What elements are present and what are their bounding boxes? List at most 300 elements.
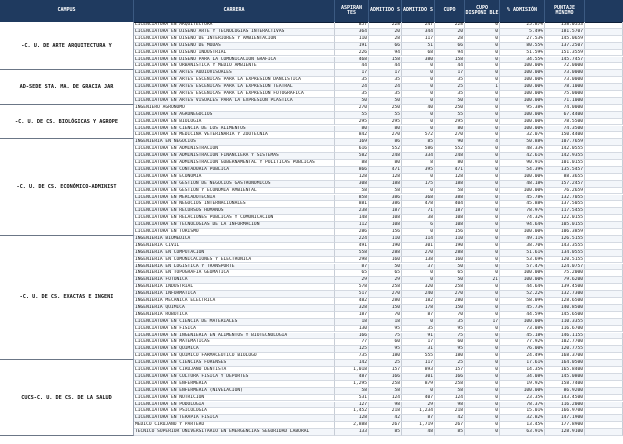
extra-cell: [585, 408, 623, 415]
cupo-cell: 66: [435, 43, 465, 50]
admitidos-2-cell: 0: [402, 77, 435, 84]
admitidos-cell: 66: [369, 43, 402, 50]
cupo-cell: 288: [435, 250, 465, 257]
carrera-cell: LICENCIATURA EN PSICOLOGÍA: [134, 408, 335, 415]
pct-admision-cell: 100.00%: [500, 319, 545, 326]
cupo-cell: 70: [435, 312, 465, 319]
admitidos-2-cell: 0: [402, 119, 435, 126]
admitidos-2-cell: 270: [402, 250, 435, 257]
aspirantes-cell: 328: [335, 305, 369, 312]
admitidos-2-cell: 0: [402, 98, 435, 105]
cupo-disponible-cell: 0: [465, 63, 500, 70]
aspirantes-cell: 88: [335, 160, 369, 167]
pct-admision-cell: 100.00%: [500, 63, 545, 70]
cupo-cell: 248: [435, 153, 465, 160]
cupo-cell: 258: [435, 284, 465, 291]
admitidos-2-cell: 0: [402, 126, 435, 133]
admitidos-2-cell: 0: [402, 84, 435, 91]
cupo-cell: 95: [435, 346, 465, 353]
cupo-disponible-cell: 0: [465, 208, 500, 215]
cupo-cell: 75: [435, 333, 465, 340]
pct-admision-cell: 5.49%: [500, 29, 545, 36]
cupo-cell: 108: [435, 215, 465, 222]
carrera-cell: LICENCIATURA EN ADMINISTRACIÓN GUBERNAMENTAL Y POLÍTICAS PÚBLICAS: [134, 160, 335, 167]
cupo-cell: 28: [435, 36, 465, 43]
admitidos-2-cell: 301: [402, 374, 435, 381]
cupo-disponible-cell: 0: [465, 22, 500, 29]
admitidos-2-cell: 114: [402, 236, 435, 243]
admitidos-cell: 42: [369, 415, 402, 422]
extra-cell: [585, 381, 623, 388]
cupo-disponible-cell: 0: [465, 181, 500, 188]
admitidos-cell: 270: [369, 132, 402, 139]
puntaje-cell: 143.3555: [545, 243, 585, 250]
aspirantes-cell: 130: [335, 326, 369, 333]
pct-admision-cell: 45.73%: [500, 305, 545, 312]
cupo-disponible-cell: 0: [465, 119, 500, 126]
admitidos-2-cell: 0: [402, 188, 435, 195]
aspirantes-cell: 2,888: [335, 422, 369, 429]
extra-cell: [585, 319, 623, 326]
cupo-disponible-cell: 1: [465, 84, 500, 91]
carrera-cell: LICENCIATURA EN ARTES ESCÉNICAS PARA LA EXPRESIÓN DANCÍSTICA: [134, 77, 335, 84]
extra-cell: [585, 43, 623, 50]
admitidos-2-cell: 51: [402, 43, 435, 50]
puntaje-cell: 158.0553: [545, 22, 585, 29]
admitidos-2-cell: 334: [402, 153, 435, 160]
aspirantes-cell: 187: [335, 312, 369, 319]
admitidos-2-cell: 48: [402, 429, 435, 436]
cupo-disponible-cell: 0: [465, 353, 500, 360]
aspirantes-cell: 226: [335, 50, 369, 57]
admitidos-2-cell: 175: [402, 181, 435, 188]
admitidos-cell: 28: [369, 36, 402, 43]
pct-admision-cell: 100.00%: [500, 277, 545, 284]
cupo-cell: 60: [435, 339, 465, 346]
admitidos-cell: 35: [369, 77, 402, 84]
header-campus: CAMPUS: [0, 0, 134, 22]
cupo-cell: 80: [435, 160, 465, 167]
header-carrera: CARRERA: [134, 0, 335, 22]
aspirantes-cell: 125: [335, 346, 369, 353]
cupo-disponible-cell: 0: [465, 326, 500, 333]
aspirantes-cell: 531: [335, 395, 369, 402]
extra-cell: [585, 98, 623, 105]
extra-cell: [585, 264, 623, 271]
carrera-cell: LICENCIATURA EN ENFERMERÍA: [134, 381, 335, 388]
aspirantes-cell: 224: [335, 236, 369, 243]
carrera-cell: LICENCIATURA EN GESTIÓN DE NEGOCIOS GASTRONÓMICOS: [134, 181, 335, 188]
extra-cell: [585, 50, 623, 57]
admitidos-2-cell: 0: [402, 63, 435, 70]
puntaje-cell: 76.2659: [545, 188, 585, 195]
cupo-disponible-cell: 0: [465, 333, 500, 340]
aspirantes-cell: 238: [335, 208, 369, 215]
admitidos-cell: 280: [369, 298, 402, 305]
carrera-cell: INGENIERÍA EN TOPOGRAFÍA GEOMÁTICA: [134, 270, 335, 277]
pct-admision-cell: 95.38%: [500, 105, 545, 112]
cupo-cell: 156: [435, 229, 465, 236]
cupo-cell: 50: [435, 264, 465, 271]
aspirantes-cell: 17: [335, 70, 369, 77]
carrera-cell: LICENCIATURA EN DISEÑO PARA LA COMUNICACIÓN GRÁFICA: [134, 57, 335, 64]
admitidos-2-cell: 380: [402, 57, 435, 64]
puntaje-cell: 106.3859: [545, 229, 585, 236]
pct-admision-cell: 32.07%: [500, 132, 545, 139]
admitidos-2-cell: 0: [402, 91, 435, 98]
cupo-cell: 295: [435, 119, 465, 126]
extra-cell: [585, 91, 623, 98]
admitidos-cell: 228: [369, 22, 402, 29]
admitidos-2-cell: 8: [402, 160, 435, 167]
admitidos-cell: 86: [369, 139, 402, 146]
puntaje-cell: 120.7755: [545, 346, 585, 353]
cupo-cell: 160: [435, 257, 465, 264]
admitidos-2-cell: 17: [402, 339, 435, 346]
admitidos-cell: 60: [369, 339, 402, 346]
aspirantes-cell: 735: [335, 353, 369, 360]
aspirantes-cell: 142: [335, 360, 369, 367]
admitidos-2-cell: 586: [402, 146, 435, 153]
admitidos-cell: 75: [369, 333, 402, 340]
puntaje-cell: 151.3559: [545, 50, 585, 57]
cupo-cell: 98: [435, 402, 465, 409]
aspirantes-cell: 77: [335, 339, 369, 346]
header-admitidos: ADMITIDO S: [369, 0, 402, 22]
admitidos-2-cell: 31: [402, 346, 435, 353]
aspirantes-cell: 578: [335, 284, 369, 291]
aspirantes-cell: 87: [335, 264, 369, 271]
cupo-disponible-cell: 0: [465, 422, 500, 429]
puntaje-cell: 147.1900: [545, 415, 585, 422]
puntaje-cell: 145.7457: [545, 57, 585, 64]
pct-admision-cell: 50.88%: [500, 139, 545, 146]
admitidos-cell: 17: [369, 70, 402, 77]
puntaje-cell: 140.8500: [545, 305, 585, 312]
puntaje-cell: 128.9100: [545, 429, 585, 436]
admitidos-cell: 20: [369, 29, 402, 36]
aspirantes-cell: 133: [335, 429, 369, 436]
extra-cell: [585, 70, 623, 77]
puntaje-cell: 132.7300: [545, 291, 585, 298]
carrera-cell: INGENIERÍA CIVIL: [134, 243, 335, 250]
extra-cell: [585, 119, 623, 126]
puntaje-cell: 78.1000: [545, 84, 585, 91]
aspirantes-cell: 50: [335, 98, 369, 105]
cupo-cell: 35: [435, 319, 465, 326]
admitidos-2-cell: 247: [402, 22, 435, 29]
pct-admision-cell: 27.53%: [500, 36, 545, 43]
admitidos-2-cell: 301: [402, 243, 435, 250]
carrera-cell: LICENCIATURA EN CIENCIAS FORENSES: [134, 360, 335, 367]
cupo-cell: 80: [435, 126, 465, 133]
carrera-cell: LICENCIATURA EN CONTADURÍA PÚBLICA: [134, 167, 335, 174]
aspirantes-cell: 110: [335, 36, 369, 43]
admitidos-2-cell: 0: [402, 229, 435, 236]
pct-admision-cell: 51.59%: [500, 50, 545, 57]
header-aspirantes: ASPIRAN TES: [335, 0, 369, 22]
pct-admision-cell: 48.18%: [500, 181, 545, 188]
aspirantes-cell: 364: [335, 29, 369, 36]
cupo-disponible-cell: 0: [465, 160, 500, 167]
aspirantes-cell: 127: [335, 402, 369, 409]
pct-admision-cell: 42.61%: [500, 153, 545, 160]
carrera-cell: LICENCIATURA EN ADMINISTRACIÓN FINANCIERA Y SISTEMAS: [134, 153, 335, 160]
cupo-disponible-cell: 0: [465, 402, 500, 409]
admitidos-2-cell: 0: [402, 174, 435, 181]
aspirantes-cell: 29: [335, 277, 369, 284]
cupo-cell: 50: [435, 98, 465, 105]
puntaje-cell: 168.3700: [545, 353, 585, 360]
admitidos-cell: 80: [369, 126, 402, 133]
carrera-cell: LICENCIATURA EN ARTES VISUALES PARA LA EXPRESIÓN PLÁSTICA: [134, 98, 335, 105]
extra-cell: [585, 402, 623, 409]
extra-cell: [585, 181, 623, 188]
admitidos-cell: 156: [369, 229, 402, 236]
campus-group-cell: -C. U. DE CS. EXACTAS E INGENI: [0, 236, 134, 360]
extra-cell: [585, 174, 623, 181]
admitidos-cell: 29: [369, 277, 402, 284]
admitidos-cell: 160: [369, 257, 402, 264]
admitidos-cell: 471: [369, 167, 402, 174]
extra-cell: [585, 132, 623, 139]
cupo-disponible-cell: 0: [465, 167, 500, 174]
puntaje-cell: 86.9200: [545, 388, 585, 395]
pct-admision-cell: 78.37%: [500, 402, 545, 409]
carrera-cell: MÉDICO CIRUJANO Y PARTERO: [134, 422, 335, 429]
admitidos-cell: 58: [369, 188, 402, 195]
carrera-cell: LICENCIATURA EN ADMINISTRACIÓN: [134, 146, 335, 153]
puntaje-cell: 120.5155: [545, 257, 585, 264]
cupo-disponible-cell: 0: [465, 222, 500, 229]
cupo-cell: 280: [435, 298, 465, 305]
cupo-cell: 552: [435, 146, 465, 153]
admitidos-2-cell: 0: [402, 319, 435, 326]
carrera-cell: LICENCIATURA EN ENFERMERÍA (NIVELACIÓN): [134, 388, 335, 395]
admitidos-cell: 85: [369, 429, 402, 436]
cupo-disponible-cell: 0: [465, 105, 500, 112]
admitidos-2-cell: 71: [402, 208, 435, 215]
pct-admision-cell: 44.59%: [500, 312, 545, 319]
puntaje-cell: 122.0155: [545, 215, 585, 222]
admitidos-cell: 250: [369, 105, 402, 112]
cupo-cell: 94: [435, 50, 465, 57]
admitidos-2-cell: 0: [402, 112, 435, 119]
carrera-cell: LICENCIATURA EN ARTES ESCÉNICAS PARA LA EXPRESIÓN FOTOGRÁFICA: [134, 91, 335, 98]
admitidos-2-cell: 117: [402, 36, 435, 43]
cupo-cell: 42: [435, 415, 465, 422]
aspirantes-cell: 491: [335, 243, 369, 250]
cupo-disponible-cell: 0: [465, 264, 500, 271]
admitidos-2-cell: 182: [402, 298, 435, 305]
carrera-cell: LICENCIATURA EN BIOLOGÍA: [134, 119, 335, 126]
admitidos-cell: 98: [369, 402, 402, 409]
carrera-cell: LICENCIATURA EN ARQUITECTURA: [134, 22, 335, 29]
extra-cell: [585, 57, 623, 64]
carrera-cell: LICENCIATURA EN URBANÍSTICA Y MEDIO AMBIENTE: [134, 63, 335, 70]
extra-cell: [585, 257, 623, 264]
admitidos-2-cell: 555: [402, 353, 435, 360]
extra-cell: [585, 277, 623, 284]
cupo-disponible-cell: 0: [465, 298, 500, 305]
admitidos-cell: 248: [369, 153, 402, 160]
admitidos-2-cell: 407: [402, 395, 435, 402]
pct-admision-cell: 63.91%: [500, 429, 545, 436]
admitidos-cell: 70: [369, 312, 402, 319]
extra-cell: [585, 353, 623, 360]
pct-admision-cell: 49.11%: [500, 236, 545, 243]
cupo-disponible-cell: 0: [465, 146, 500, 153]
aspirantes-cell: 857: [335, 22, 369, 29]
pct-admision-cell: 74.32%: [500, 215, 545, 222]
carrera-cell: INGENIERÍA EN NEGOCIOS: [134, 139, 335, 146]
cupo-cell: 95: [435, 326, 465, 333]
extra-cell: [585, 367, 623, 374]
aspirantes-cell: 44: [335, 63, 369, 70]
cupo-cell: 270: [435, 291, 465, 298]
carrera-cell: LICENCIATURA EN RECURSOS HUMANOS: [134, 208, 335, 215]
admitidos-cell: 190: [369, 243, 402, 250]
cupo-cell: 35: [435, 77, 465, 84]
admitidos-2-cell: 38: [402, 215, 435, 222]
aspirantes-cell: 80: [335, 126, 369, 133]
cupo-cell: 110: [435, 236, 465, 243]
pct-admision-cell: 100.00%: [500, 174, 545, 181]
puntaje-cell: 142.0555: [545, 146, 585, 153]
carrera-cell: LICENCIATURA EN DISEÑO INDUSTRIAL: [134, 50, 335, 57]
extra-cell: [585, 63, 623, 70]
extra-cell: [585, 215, 623, 222]
puntaje-cell: 73.0000: [545, 77, 585, 84]
cupo-disponible-cell: 0: [465, 408, 500, 415]
puntaje-cell: 145.6500: [545, 312, 585, 319]
pct-admision-cell: 51.61%: [500, 250, 545, 257]
carrera-cell: LICENCIATURA EN ECONOMÍA: [134, 174, 335, 181]
puntaje-cell: 75.2000: [545, 270, 585, 277]
aspirantes-cell: 881: [335, 201, 369, 208]
admitidos-2-cell: 68: [402, 50, 435, 57]
aspirantes-cell: 558: [335, 250, 369, 257]
cupo-disponible-cell: 0: [465, 415, 500, 422]
extra-cell: [585, 139, 623, 146]
puntaje-cell: 164.0500: [545, 360, 585, 367]
cupo-cell: 180: [435, 353, 465, 360]
cupo-disponible-cell: 0: [465, 215, 500, 222]
carrera-cell: INGENIERÍA INDUSTRIAL: [134, 284, 335, 291]
puntaje-cell: 137.5055: [545, 201, 585, 208]
admitidos-cell: 80: [369, 160, 402, 167]
extra-cell: [585, 77, 623, 84]
cupo-disponible-cell: 17: [465, 319, 500, 326]
admitidos-2-cell: 37: [402, 264, 435, 271]
puntaje-cell: 165.8400: [545, 367, 585, 374]
puntaje-cell: 102.7700: [545, 339, 585, 346]
cupo-cell: 190: [435, 243, 465, 250]
admitidos-cell: 187: [369, 208, 402, 215]
puntaje-cell: 110.3355: [545, 319, 585, 326]
pct-admision-cell: 45.88%: [500, 201, 545, 208]
carrera-cell: LICENCIATURA EN CIRUJANO DENTISTA: [134, 367, 335, 374]
puntaje-cell: 72.0000: [545, 63, 585, 70]
admitidos-cell: 270: [369, 291, 402, 298]
aspirantes-cell: 487: [335, 374, 369, 381]
admitidos-2-cell: 368: [402, 195, 435, 202]
admitidos-cell: 258: [369, 284, 402, 291]
cupo-disponible-cell: 0: [465, 367, 500, 374]
aspirantes-cell: 58: [335, 388, 369, 395]
admitidos-cell: 108: [369, 215, 402, 222]
admitidos-cell: 258: [369, 381, 402, 388]
header-row: [0, 0, 623, 23]
admitidos-cell: 267: [369, 422, 402, 429]
pct-admision-cell: 15.01%: [500, 408, 545, 415]
extra-cell: [585, 243, 623, 250]
cupo-cell: 228: [435, 22, 465, 29]
carrera-cell: LICENCIATURA EN INGENIERÍA EN ALIMENTOS Y BIOTECNOLOGÍA: [134, 333, 335, 340]
admitidos-cell: 110: [369, 236, 402, 243]
extra-cell: [585, 360, 623, 367]
admitidos-2-cell: 29: [402, 402, 435, 409]
aspirantes-cell: 35: [335, 91, 369, 98]
pct-admision-cell: 100.00%: [500, 188, 545, 195]
extra-cell: [585, 395, 623, 402]
header-cupo: CUPO: [435, 0, 465, 22]
pct-admision-cell: 90.91%: [500, 160, 545, 167]
campus-group-cell: CUCS-C. U. DE CS. DE LA SALUD: [0, 360, 134, 436]
cupo-disponible-cell: 0: [465, 229, 500, 236]
cupo-disponible-cell: 0: [465, 43, 500, 50]
puntaje-cell: 146.1155: [545, 333, 585, 340]
aspirantes-cell: 616: [335, 146, 369, 153]
puntaje-cell: 78.5500: [545, 119, 585, 126]
carrera-cell: LICENCIATURA EN MEDICINA VETERINARIA Y ZOOTECNIA: [134, 132, 335, 139]
puntaje-cell: 74.3500: [545, 126, 585, 133]
admitidos-2-cell: 138: [402, 257, 435, 264]
admitidos-cell: 50: [369, 98, 402, 105]
admitidos-cell: 552: [369, 146, 402, 153]
puntaje-cell: 75.0000: [545, 91, 585, 98]
extra-cell: [585, 167, 623, 174]
puntaje-cell: 145.0659: [545, 36, 585, 43]
cupo-cell: 471: [435, 167, 465, 174]
pct-admision-cell: 52.22%: [500, 291, 545, 298]
admitidos-2-cell: 572: [402, 132, 435, 139]
carrera-cell: INGENIERÍA INFORMÁTICA: [134, 291, 335, 298]
puntaje-cell: 88.3655: [545, 174, 585, 181]
pct-admision-cell: 100.00%: [500, 270, 545, 277]
puntaje-cell: 67.4400: [545, 112, 585, 119]
pct-admision-cell: 24.49%: [500, 353, 545, 360]
cupo-disponible-cell: 0: [465, 126, 500, 133]
puntaje-cell: 101.0155: [545, 160, 585, 167]
admitidos-2-cell: 1,234: [402, 408, 435, 415]
carrera-cell: LICENCIATURA EN DISEÑO DE MODAS: [134, 43, 335, 50]
cupo-cell: 267: [435, 422, 465, 429]
extra-cell: [585, 84, 623, 91]
cupo-cell: 58: [435, 188, 465, 195]
cupo-disponible-cell: 0: [465, 70, 500, 77]
puntaje-cell: 150.4400: [545, 132, 585, 139]
cupo-disponible-cell: 0: [465, 153, 500, 160]
cupo-cell: 188: [435, 181, 465, 188]
header-extra: [585, 0, 623, 22]
header-puntaje-minimo: PUNTAJE MÍNIMO: [545, 0, 585, 22]
cupo-cell: 50: [435, 277, 465, 284]
aspirantes-cell: 1,295: [335, 381, 369, 388]
extra-cell: [585, 374, 623, 381]
admitidos-2-cell: 240: [402, 291, 435, 298]
cupo-disponible-cell: 0: [465, 112, 500, 119]
